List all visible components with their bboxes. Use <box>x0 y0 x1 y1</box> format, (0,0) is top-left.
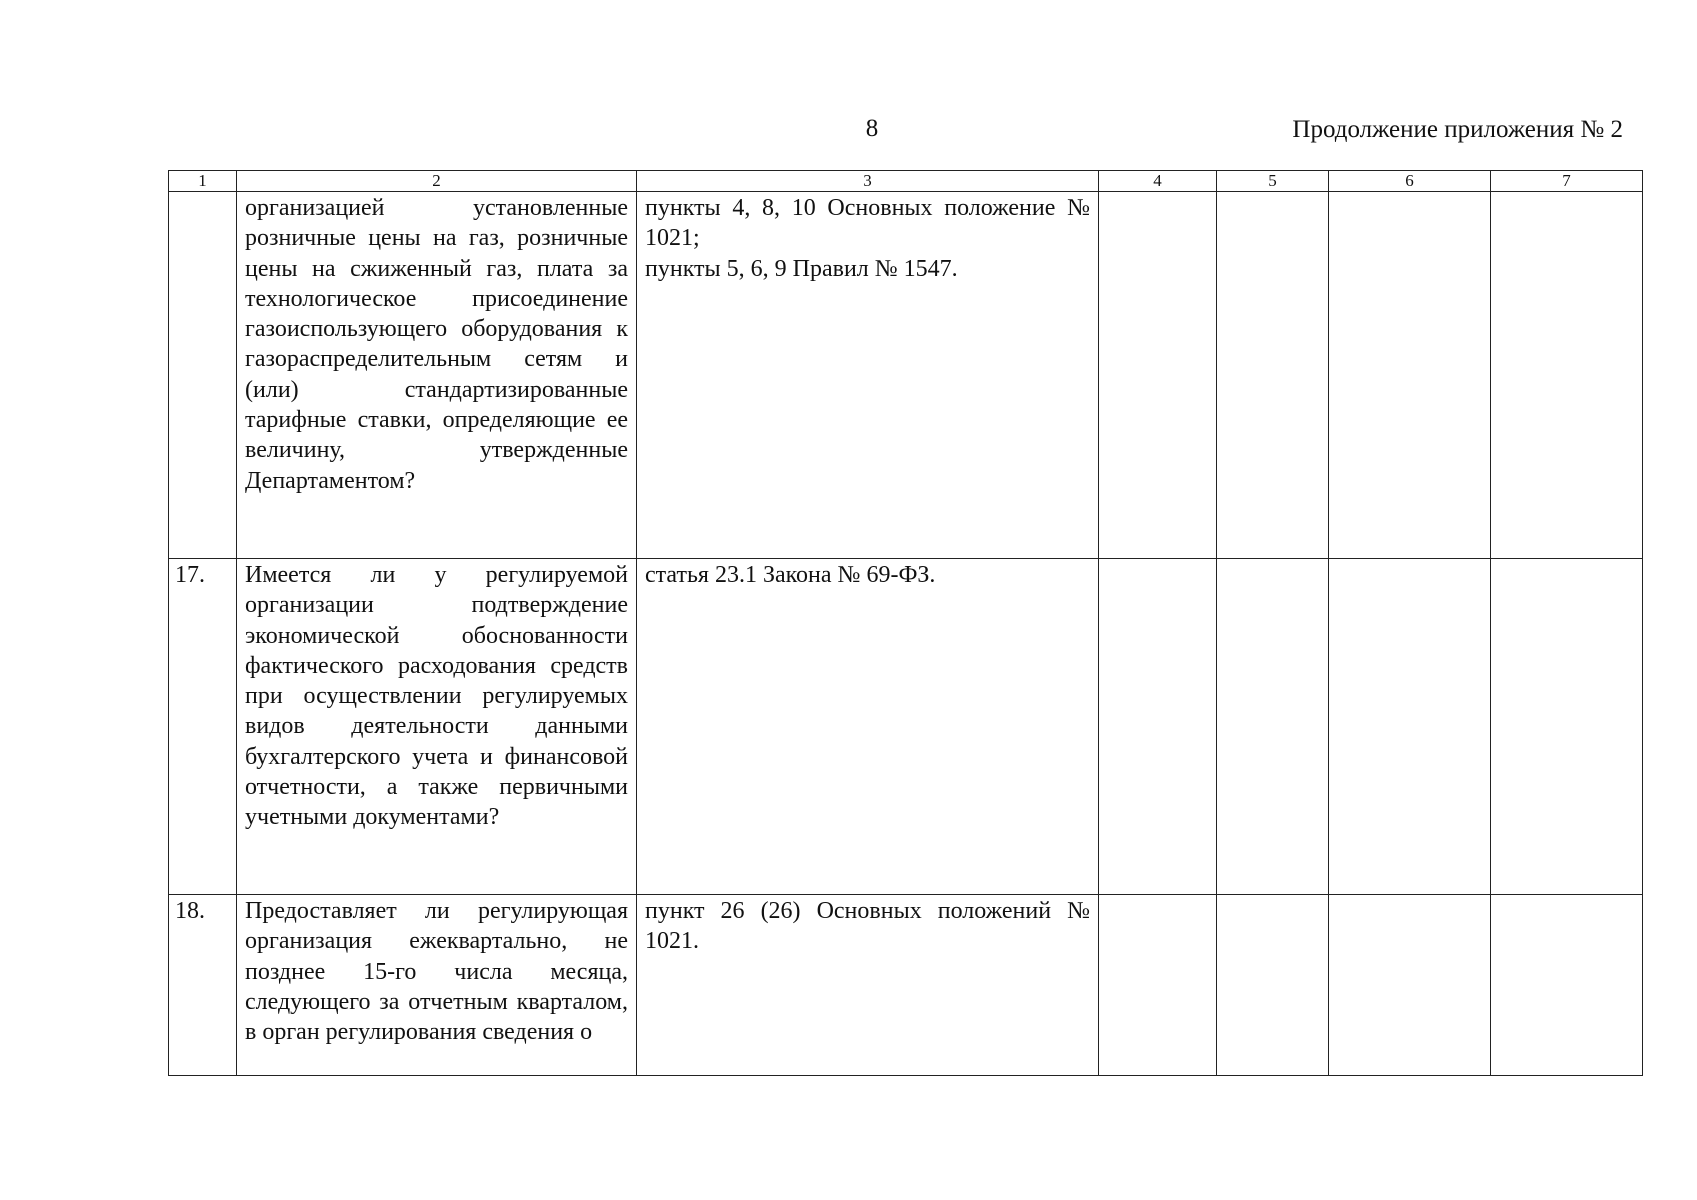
legal-basis-cell <box>637 895 1099 1076</box>
answer-cell-4 <box>1099 192 1217 559</box>
table-row <box>169 559 1643 895</box>
answer-cell-4 <box>1099 559 1217 895</box>
answer-cell-7 <box>1491 895 1643 1076</box>
legal-basis-text: пункт 26 (26) Основных положений № 1021. <box>645 898 1090 955</box>
answer-cell-5 <box>1217 559 1329 895</box>
legal-basis-cell <box>637 559 1099 895</box>
answer-cell-6 <box>1329 192 1491 559</box>
answer-cell-6 <box>1329 895 1491 1076</box>
question-cell <box>237 895 637 1076</box>
column-header-3: 3 <box>637 171 1099 192</box>
column-header-7: 7 <box>1491 171 1643 192</box>
legal-basis-cell <box>637 192 1099 559</box>
answer-cell-5 <box>1217 895 1329 1076</box>
column-header-5: 5 <box>1217 171 1329 192</box>
column-header-6: 6 <box>1329 171 1491 192</box>
question-cell <box>237 559 637 895</box>
table-row <box>169 192 1643 559</box>
question-cell <box>237 192 637 559</box>
table-header-row <box>169 171 1643 192</box>
legal-basis-text: пункты 4, 8, 10 Основных положение № 1021; пункты 5, 6, 9 Правил № 1547. <box>645 195 1090 282</box>
row-number-cell: 17. <box>169 559 237 895</box>
answer-cell-4 <box>1099 895 1217 1076</box>
answer-cell-5 <box>1217 192 1329 559</box>
question-text: Имеется ли у регулируемой организации подтверждение экономической обоснованности фактического расходования средств при осуществлении регулируемых видов деятельности данными бухгалтерского учета и финансовой отчетности, а также первичными учетными документами? <box>245 562 628 831</box>
table-row <box>169 895 1643 1076</box>
appendix-label: Продолжение приложения № 2 <box>1292 116 1623 143</box>
row-number-cell <box>169 192 237 559</box>
answer-cell-7 <box>1491 192 1643 559</box>
legal-basis-text: статья 23.1 Закона № 69-ФЗ. <box>645 562 936 588</box>
answer-cell-6 <box>1329 559 1491 895</box>
column-header-1: 1 <box>169 171 237 192</box>
question-text: организацией установленные розничные цены на газ, розничные цены на сжиженный газ, плата за технологическое присоединение газоиспользующего оборудования к газораспределительным сетям и (или) стандартизированные тарифные ставки, определяющие ее величину, утвержденные Департаментом? <box>245 195 628 494</box>
row-number-cell: 18. <box>169 895 237 1076</box>
requirements-table <box>168 170 1643 1076</box>
column-header-2: 2 <box>237 171 637 192</box>
answer-cell-7 <box>1491 559 1643 895</box>
column-header-4: 4 <box>1099 171 1217 192</box>
page-number: 8 <box>865 115 879 142</box>
question-text: Предоставляет ли регулирующая организация ежеквартально, не позднее 15-го числа месяца, следующего за отчетным кварталом, в орган регулирования сведения о <box>245 898 628 1046</box>
